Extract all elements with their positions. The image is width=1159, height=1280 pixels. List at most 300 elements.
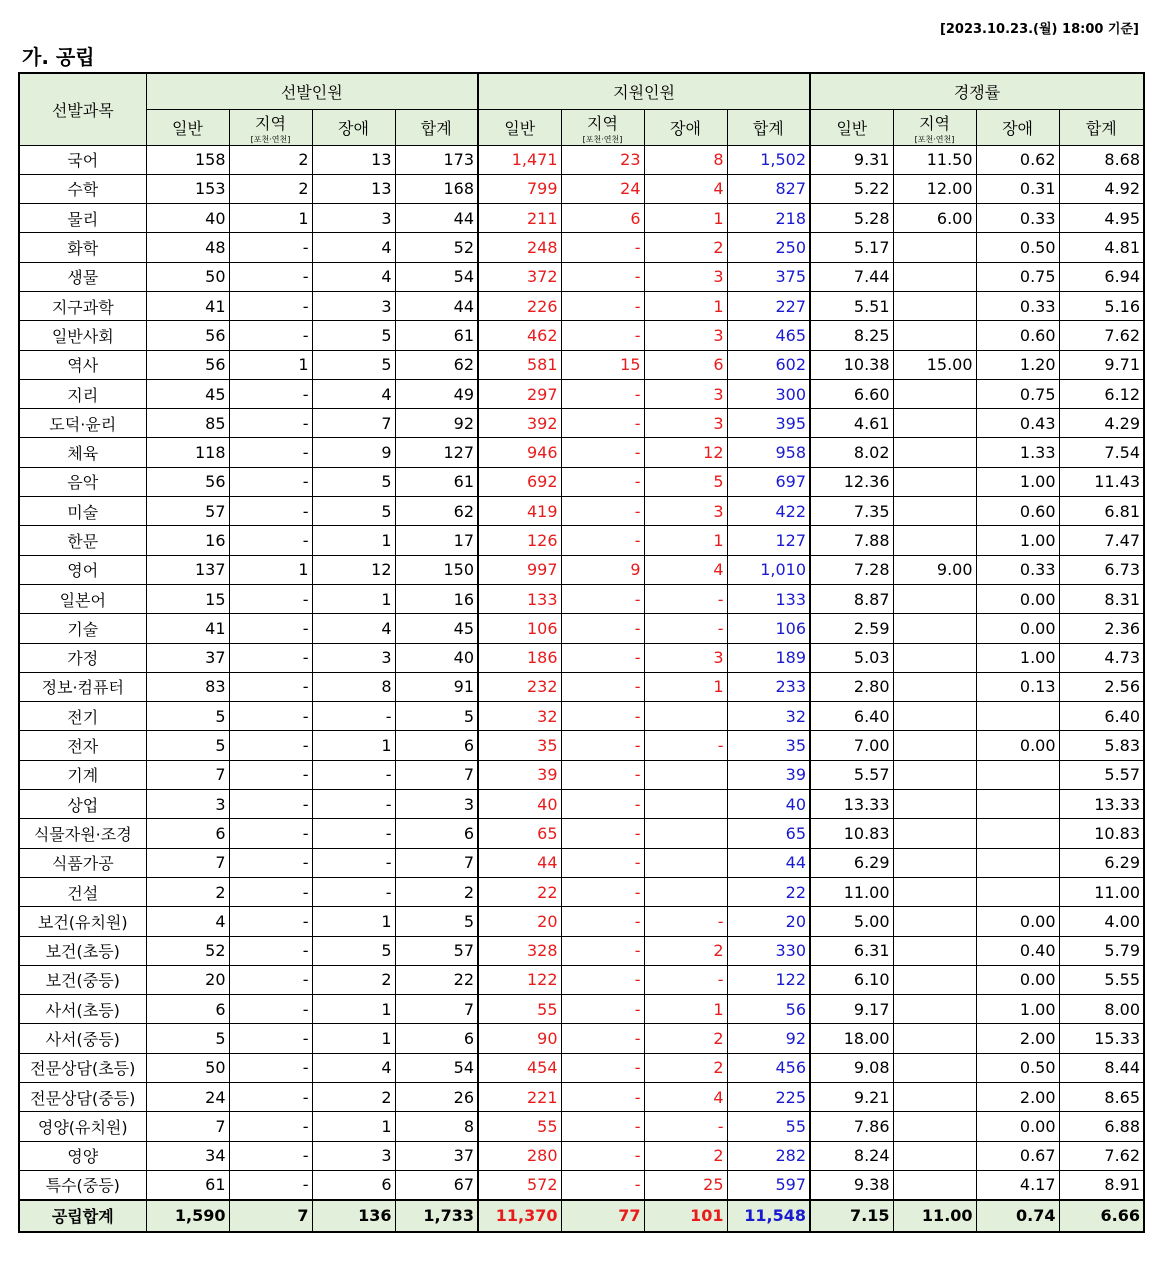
rate-total-cell: 5.79 (1059, 936, 1144, 965)
app-disabled-cell: 1 (644, 526, 727, 555)
app-region-cell: 23 (561, 145, 644, 174)
app-region-cell: - (561, 965, 644, 994)
subject-cell: 가정 (19, 643, 146, 672)
table-row (19, 1083, 1144, 1112)
app-general-cell: 126 (478, 526, 561, 555)
subject-cell: 영양(유치원) (19, 1112, 146, 1141)
sel-region-cell: 1 (229, 204, 312, 233)
total-sel-total-cell: 1,733 (395, 1200, 478, 1232)
rate-total-cell: 4.29 (1059, 409, 1144, 438)
app-region-cell: - (561, 614, 644, 643)
app-disabled-cell (644, 702, 727, 731)
app-region-cell: 6 (561, 204, 644, 233)
rate-total-cell: 7.62 (1059, 321, 1144, 350)
sel-total-cell: 54 (395, 1053, 478, 1082)
rate-general-cell: 18.00 (810, 1024, 893, 1053)
app-region-cell: - (561, 233, 644, 262)
app-disabled-cell: 3 (644, 409, 727, 438)
sel-total-cell: 40 (395, 643, 478, 672)
app-disabled-cell: 6 (644, 350, 727, 379)
sel-region-cell: - (229, 672, 312, 701)
total-app-region-cell: 77 (561, 1200, 644, 1232)
rate-general-cell: 9.31 (810, 145, 893, 174)
sel-general-header: 일반 (146, 109, 229, 145)
rate-general-cell: 9.08 (810, 1053, 893, 1082)
rate-region-cell: 15.00 (893, 350, 976, 379)
rate-region-cell (893, 848, 976, 877)
rate-region-cell (893, 321, 976, 350)
table-row (19, 526, 1144, 555)
rate-disabled-cell: 0.40 (976, 936, 1059, 965)
rate-total-cell: 2.36 (1059, 614, 1144, 643)
rate-region-cell (893, 1141, 976, 1170)
sel-disabled-cell: 5 (312, 497, 395, 526)
sel-general-cell: 41 (146, 291, 229, 320)
rate-disabled-cell: 0.33 (976, 555, 1059, 584)
table-row (19, 760, 1144, 789)
table-row (19, 145, 1144, 174)
sel-disabled-cell: 5 (312, 321, 395, 350)
rate-general-cell: 9.38 (810, 1170, 893, 1199)
sel-total-cell: 44 (395, 291, 478, 320)
rate-disabled-cell: 0.00 (976, 965, 1059, 994)
total-rate-disabled-cell: 0.74 (976, 1200, 1059, 1232)
app-region-cell: - (561, 760, 644, 789)
sel-disabled-cell: 1 (312, 731, 395, 760)
app-disabled-cell: 3 (644, 262, 727, 291)
sel-disabled-cell: 4 (312, 379, 395, 408)
app-region-cell: - (561, 1170, 644, 1199)
rate-disabled-cell: 2.00 (976, 1083, 1059, 1112)
sel-region-cell: - (229, 379, 312, 408)
app-general-cell: 1,471 (478, 145, 561, 174)
sel-region-cell: - (229, 1024, 312, 1053)
app-general-cell: 372 (478, 262, 561, 291)
app-region-cell: - (561, 409, 644, 438)
sel-total-cell: 44 (395, 204, 478, 233)
app-total-cell: 20 (727, 907, 810, 936)
rate-general-cell: 6.10 (810, 965, 893, 994)
app-region-cell: - (561, 1112, 644, 1141)
subject-cell: 보건(초등) (19, 936, 146, 965)
app-disabled-cell: - (644, 614, 727, 643)
sel-disabled-cell: 3 (312, 291, 395, 320)
sel-general-cell: 50 (146, 262, 229, 291)
table-row (19, 614, 1144, 643)
rate-total-cell: 5.55 (1059, 965, 1144, 994)
rate-region-cell (893, 438, 976, 467)
total-rate-general-cell: 7.15 (810, 1200, 893, 1232)
rate-disabled-cell: 1.00 (976, 643, 1059, 672)
sel-disabled-cell: 3 (312, 204, 395, 233)
app-general-cell: 22 (478, 877, 561, 906)
sel-general-cell: 6 (146, 995, 229, 1024)
rate-region-cell (893, 526, 976, 555)
app-disabled-cell: 2 (644, 936, 727, 965)
rate-total-cell: 8.65 (1059, 1083, 1144, 1112)
rate-region-cell: 6.00 (893, 204, 976, 233)
rate-disabled-cell: 0.33 (976, 291, 1059, 320)
app-total-cell: 602 (727, 350, 810, 379)
sel-region-header (229, 109, 312, 145)
rate-region-cell (893, 643, 976, 672)
app-disabled-cell: 3 (644, 643, 727, 672)
app-general-cell: 572 (478, 1170, 561, 1199)
app-general-cell: 221 (478, 1083, 561, 1112)
app-total-cell: 40 (727, 790, 810, 819)
subject-cell: 역사 (19, 350, 146, 379)
app-general-cell: 40 (478, 790, 561, 819)
rate-region-cell (893, 1112, 976, 1141)
subject-cell: 기술 (19, 614, 146, 643)
sel-general-cell: 7 (146, 760, 229, 789)
app-general-cell: 55 (478, 995, 561, 1024)
rate-disabled-header: 장애 (976, 109, 1059, 145)
sel-region-cell: - (229, 497, 312, 526)
app-general-cell: 35 (478, 731, 561, 760)
sel-general-cell: 56 (146, 467, 229, 496)
app-disabled-cell (644, 760, 727, 789)
app-general-cell: 692 (478, 467, 561, 496)
rate-total-cell: 8.44 (1059, 1053, 1144, 1082)
app-region-cell: 9 (561, 555, 644, 584)
rate-disabled-cell: 0.62 (976, 145, 1059, 174)
table-row (19, 291, 1144, 320)
sel-general-cell: 5 (146, 1024, 229, 1053)
total-sel-general-cell: 1,590 (146, 1200, 229, 1232)
region-note: [포천·연천] (582, 134, 623, 144)
subject-cell: 보건(중등) (19, 965, 146, 994)
rate-general-cell: 5.03 (810, 643, 893, 672)
sel-total-cell: 150 (395, 555, 478, 584)
sel-disabled-cell: - (312, 819, 395, 848)
sel-region-cell: - (229, 643, 312, 672)
table-body (19, 145, 1144, 1232)
subject-cell: 기계 (19, 760, 146, 789)
rate-disabled-cell: 0.50 (976, 1053, 1059, 1082)
sel-disabled-cell: 8 (312, 672, 395, 701)
rate-region-cell (893, 672, 976, 701)
sel-region-cell: - (229, 1170, 312, 1199)
rate-general-cell: 7.00 (810, 731, 893, 760)
rate-region-cell (893, 291, 976, 320)
subject-cell: 지구과학 (19, 291, 146, 320)
rate-total-cell: 5.83 (1059, 731, 1144, 760)
sel-region-cell: - (229, 584, 312, 613)
sel-region-cell: - (229, 233, 312, 262)
competition-rate-table (18, 72, 1145, 1233)
app-disabled-cell: 2 (644, 1141, 727, 1170)
rate-general-cell: 5.00 (810, 907, 893, 936)
app-region-cell: - (561, 643, 644, 672)
rate-region-cell (893, 1083, 976, 1112)
sel-total-cell: 16 (395, 584, 478, 613)
table-row (19, 174, 1144, 203)
rate-total-cell: 6.29 (1059, 848, 1144, 877)
sel-region-cell: 1 (229, 350, 312, 379)
rate-disabled-cell: 0.75 (976, 379, 1059, 408)
app-total-cell: 827 (727, 174, 810, 203)
app-total-cell: 55 (727, 1112, 810, 1141)
sel-total-cell: 7 (395, 848, 478, 877)
rate-general-cell: 9.21 (810, 1083, 893, 1112)
rate-general-cell: 9.17 (810, 995, 893, 1024)
table-row (19, 965, 1144, 994)
table-row (19, 438, 1144, 467)
subject-cell: 사서(초등) (19, 995, 146, 1024)
sel-general-cell: 83 (146, 672, 229, 701)
app-disabled-cell: 1 (644, 204, 727, 233)
app-total-cell: 375 (727, 262, 810, 291)
app-disabled-header: 장애 (644, 109, 727, 145)
rate-general-cell: 8.25 (810, 321, 893, 350)
app-general-cell: 90 (478, 1024, 561, 1053)
rate-general-cell: 7.44 (810, 262, 893, 291)
subject-cell: 수학 (19, 174, 146, 203)
rate-region-cell (893, 379, 976, 408)
app-disabled-cell (644, 877, 727, 906)
rate-disabled-cell (976, 760, 1059, 789)
rate-general-cell: 13.33 (810, 790, 893, 819)
rate-total-cell: 6.12 (1059, 379, 1144, 408)
app-total-cell: 300 (727, 379, 810, 408)
app-region-cell: - (561, 321, 644, 350)
table-row (19, 877, 1144, 906)
sel-general-cell: 4 (146, 907, 229, 936)
app-general-cell: 248 (478, 233, 561, 262)
subject-cell: 지리 (19, 379, 146, 408)
table-row (19, 555, 1144, 584)
rate-disabled-cell: 1.00 (976, 467, 1059, 496)
app-total-cell: 32 (727, 702, 810, 731)
sel-region-cell: - (229, 819, 312, 848)
sel-general-cell: 34 (146, 1141, 229, 1170)
app-general-cell: 55 (478, 1112, 561, 1141)
app-region-cell: - (561, 467, 644, 496)
sel-general-cell: 7 (146, 1112, 229, 1141)
app-disabled-cell: 3 (644, 379, 727, 408)
sel-disabled-cell: 3 (312, 643, 395, 672)
subject-cell: 물리 (19, 204, 146, 233)
rate-total-cell: 7.54 (1059, 438, 1144, 467)
table-row (19, 790, 1144, 819)
sel-general-cell: 158 (146, 145, 229, 174)
sel-disabled-cell: - (312, 877, 395, 906)
rate-region-cell: 9.00 (893, 555, 976, 584)
sel-region-cell: - (229, 702, 312, 731)
sel-disabled-cell: - (312, 702, 395, 731)
app-disabled-cell: 3 (644, 321, 727, 350)
rate-general-cell: 7.35 (810, 497, 893, 526)
sel-disabled-header: 장애 (312, 109, 395, 145)
app-region-cell: - (561, 1024, 644, 1053)
app-general-cell: 65 (478, 819, 561, 848)
rate-total-cell: 7.62 (1059, 1141, 1144, 1170)
rate-general-cell: 6.60 (810, 379, 893, 408)
rate-total-cell: 11.43 (1059, 467, 1144, 496)
rate-disabled-cell (976, 877, 1059, 906)
app-region-cell: - (561, 848, 644, 877)
app-region-cell: - (561, 936, 644, 965)
app-general-cell: 226 (478, 291, 561, 320)
sel-region-cell: - (229, 1112, 312, 1141)
app-total-cell: 227 (727, 291, 810, 320)
sel-total-cell: 57 (395, 936, 478, 965)
sel-region-cell: - (229, 1053, 312, 1082)
sel-disabled-cell: 1 (312, 907, 395, 936)
rate-disabled-cell (976, 848, 1059, 877)
rate-disabled-cell: 0.43 (976, 409, 1059, 438)
sel-general-cell: 45 (146, 379, 229, 408)
app-total-cell: 39 (727, 760, 810, 789)
subject-cell: 정보·컴퓨터 (19, 672, 146, 701)
rate-total-cell: 4.92 (1059, 174, 1144, 203)
rate-disabled-cell: 0.00 (976, 614, 1059, 643)
subject-cell: 일본어 (19, 584, 146, 613)
sel-general-cell: 48 (146, 233, 229, 262)
region-label: 지역 (587, 113, 618, 133)
region-note: [포천·연천] (250, 134, 291, 144)
sel-total-cell: 8 (395, 1112, 478, 1141)
sel-total-cell: 6 (395, 819, 478, 848)
app-general-cell: 39 (478, 760, 561, 789)
sel-general-cell: 20 (146, 965, 229, 994)
sel-general-cell: 118 (146, 438, 229, 467)
subject-header: 선발과목 (19, 73, 146, 145)
subject-cell: 미술 (19, 497, 146, 526)
app-region-cell: - (561, 790, 644, 819)
sel-disabled-cell: 5 (312, 936, 395, 965)
rate-general-cell: 5.57 (810, 760, 893, 789)
rate-region-cell (893, 702, 976, 731)
rate-general-cell: 5.28 (810, 204, 893, 233)
rate-general-cell: 8.87 (810, 584, 893, 613)
rate-header: 경쟁률 (810, 73, 1144, 109)
app-general-cell: 32 (478, 702, 561, 731)
sel-general-cell: 3 (146, 790, 229, 819)
app-general-cell: 20 (478, 907, 561, 936)
table-row (19, 409, 1144, 438)
sel-general-cell: 56 (146, 350, 229, 379)
sel-general-cell: 5 (146, 731, 229, 760)
sel-total-cell: 5 (395, 907, 478, 936)
rate-total-header: 합계 (1059, 109, 1144, 145)
rate-general-cell: 7.28 (810, 555, 893, 584)
app-general-cell: 946 (478, 438, 561, 467)
table-row (19, 731, 1144, 760)
rate-region-cell (893, 233, 976, 262)
app-total-cell: 233 (727, 672, 810, 701)
rate-total-cell: 8.00 (1059, 995, 1144, 1024)
sel-disabled-cell: 5 (312, 467, 395, 496)
subject-cell: 국어 (19, 145, 146, 174)
table-row (19, 1053, 1144, 1082)
app-region-cell: - (561, 526, 644, 555)
app-region-cell: - (561, 995, 644, 1024)
app-region-header (561, 109, 644, 145)
rate-general-cell: 5.22 (810, 174, 893, 203)
app-general-cell: 122 (478, 965, 561, 994)
app-general-cell: 232 (478, 672, 561, 701)
sel-total-cell: 22 (395, 965, 478, 994)
sel-total-cell: 7 (395, 760, 478, 789)
sel-disabled-cell: 1 (312, 1024, 395, 1053)
app-disabled-cell: 4 (644, 555, 727, 584)
subject-cell: 전문상담(중등) (19, 1083, 146, 1112)
app-total-cell: 56 (727, 995, 810, 1024)
subject-cell: 상업 (19, 790, 146, 819)
total-app-total-cell: 11,548 (727, 1200, 810, 1232)
app-disabled-cell: 4 (644, 174, 727, 203)
sel-disabled-cell: 12 (312, 555, 395, 584)
rate-general-cell: 7.86 (810, 1112, 893, 1141)
rate-total-cell: 5.57 (1059, 760, 1144, 789)
table-row (19, 907, 1144, 936)
app-region-cell: - (561, 291, 644, 320)
table-row (19, 1141, 1144, 1170)
table-row (19, 995, 1144, 1024)
app-disabled-cell: 2 (644, 233, 727, 262)
sel-general-cell: 37 (146, 643, 229, 672)
app-general-cell: 328 (478, 936, 561, 965)
sel-total-cell: 26 (395, 1083, 478, 1112)
sel-region-cell: - (229, 409, 312, 438)
subject-cell: 전문상담(초등) (19, 1053, 146, 1082)
app-general-header: 일반 (478, 109, 561, 145)
app-general-cell: 581 (478, 350, 561, 379)
reference-timestamp: [2023.10.23.(월) 18:00 기준] (939, 22, 1139, 37)
rate-disabled-cell: 0.60 (976, 497, 1059, 526)
sel-region-cell: - (229, 321, 312, 350)
rate-disabled-cell (976, 819, 1059, 848)
rate-region-cell (893, 1024, 976, 1053)
sel-general-cell: 40 (146, 204, 229, 233)
rate-general-cell: 6.40 (810, 702, 893, 731)
sel-disabled-cell: - (312, 790, 395, 819)
app-total-cell: 106 (727, 614, 810, 643)
rate-total-cell: 6.81 (1059, 497, 1144, 526)
rate-disabled-cell (976, 702, 1059, 731)
app-total-cell: 958 (727, 438, 810, 467)
app-disabled-cell (644, 819, 727, 848)
rate-disabled-cell: 1.33 (976, 438, 1059, 467)
sel-region-cell: 2 (229, 145, 312, 174)
app-general-cell: 106 (478, 614, 561, 643)
rate-region-cell (893, 790, 976, 819)
sel-disabled-cell: 2 (312, 965, 395, 994)
sel-total-cell: 62 (395, 497, 478, 526)
app-total-cell: 225 (727, 1083, 810, 1112)
sel-general-cell: 61 (146, 1170, 229, 1199)
table-row (19, 936, 1144, 965)
app-region-cell: - (561, 907, 644, 936)
subject-cell: 전자 (19, 731, 146, 760)
app-disabled-cell: - (644, 1112, 727, 1141)
sel-total-cell: 17 (395, 526, 478, 555)
app-total-cell: 122 (727, 965, 810, 994)
rate-general-cell: 10.83 (810, 819, 893, 848)
rate-total-cell: 4.00 (1059, 907, 1144, 936)
subject-cell: 영양 (19, 1141, 146, 1170)
sel-disabled-cell: 1 (312, 526, 395, 555)
sel-region-cell: - (229, 614, 312, 643)
rate-total-cell: 6.88 (1059, 1112, 1144, 1141)
sel-total-cell: 62 (395, 350, 478, 379)
subject-cell: 특수(중등) (19, 1170, 146, 1199)
app-disabled-cell: 3 (644, 497, 727, 526)
app-region-cell: - (561, 819, 644, 848)
sel-total-cell: 5 (395, 702, 478, 731)
